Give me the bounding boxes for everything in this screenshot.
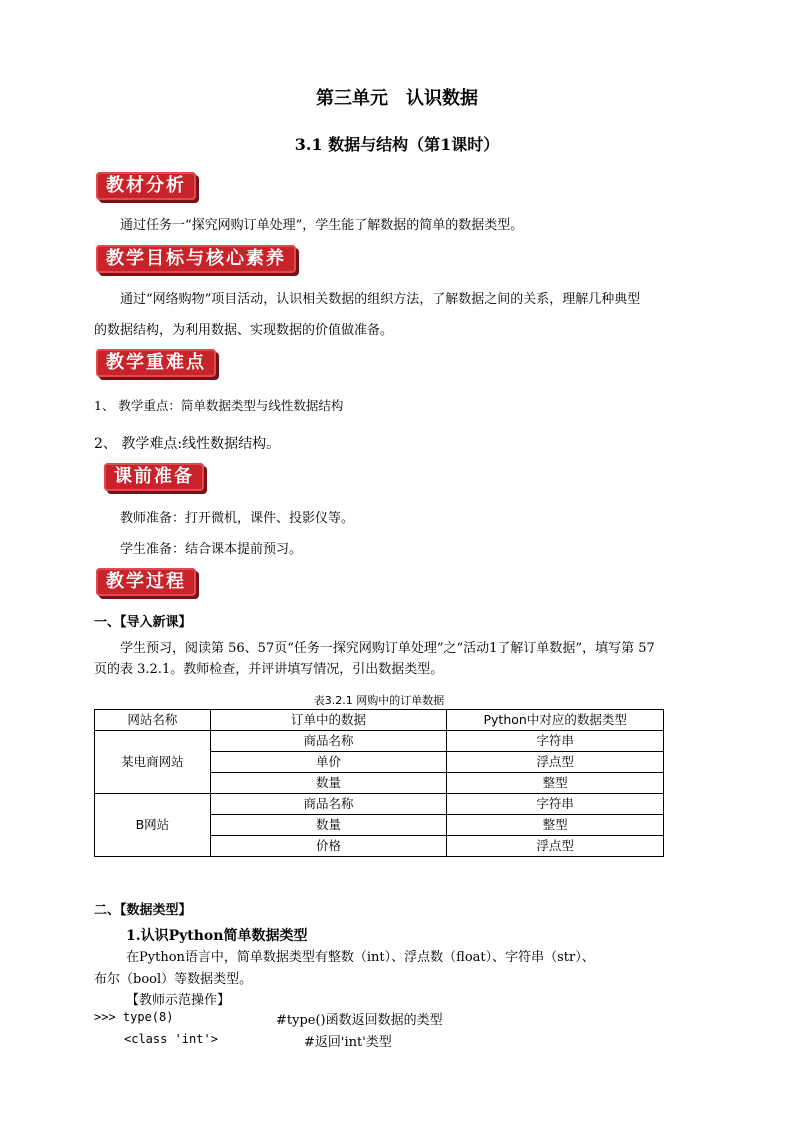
table-header-row	[95, 710, 664, 731]
datatypes-heading: 二、【数据类型】	[94, 903, 192, 918]
table-cell: 浮点型	[447, 836, 664, 857]
intro-text-line1: 学生预习，阅读第 56、57页“任务一探究网购订单处理”之“活动1了解订单数据”，填写第 57	[120, 641, 655, 656]
table-header-cell: Python中对应的数据类型	[447, 710, 664, 731]
table-cell: 商品名称	[210, 731, 447, 752]
table-caption: 表3.2.1 网购中的订单数据	[313, 694, 445, 707]
datatypes-subheading: 1.认识Python简单数据类型	[126, 928, 308, 944]
table-header-cell: 订单中的数据	[210, 710, 447, 731]
demo-label: 【教师示范操作】	[126, 993, 231, 1008]
table-row	[95, 731, 664, 752]
table-row	[95, 794, 664, 815]
code-comment-2: #返回'int'类型	[304, 1035, 392, 1050]
keypoint-item-1: 1、 教学重点：简单数据类型与线性数据结构	[94, 398, 344, 413]
table-cell: 价格	[210, 836, 447, 857]
section-badge-goals: 教学目标与核心素养	[96, 245, 296, 273]
intro-heading: 一、【导入新课】	[94, 615, 192, 630]
table-cell: 商品名称	[210, 794, 447, 815]
code-line-2: <class 'int'>	[124, 1032, 218, 1046]
order-data-table	[94, 709, 664, 857]
table-cell: 数量	[210, 773, 447, 794]
code-line-1: >>> type(8)	[94, 1010, 174, 1024]
table-site-cell: B网站	[95, 794, 211, 857]
table-cell: 字符串	[447, 731, 664, 752]
prep-student: 学生准备：结合课本提前预习。	[120, 542, 303, 557]
table-cell: 浮点型	[447, 752, 664, 773]
unit-title: 第三单元 认识数据	[316, 88, 478, 109]
keypoint-item-2: 2、 教学难点:线性数据结构。	[94, 436, 281, 452]
section-badge-keypoints: 教学重难点	[96, 349, 216, 377]
goals-text-line1: 通过“网络购物”项目活动，认识相关数据的组织方法，了解数据之间的关系，理解几种典型	[120, 292, 641, 307]
datatypes-text-line2: 布尔（bool）等数据类型。	[94, 972, 253, 987]
code-comment-1: #type()函数返回数据的类型	[276, 1013, 443, 1028]
table-cell: 数量	[210, 815, 447, 836]
section-badge-process: 教学过程	[96, 568, 196, 596]
section-badge-analysis: 教材分析	[96, 172, 196, 200]
goals-text-line2: 的数据结构，为利用数据、实现数据的价值做准备。	[94, 323, 394, 338]
datatypes-text-line1: 在Python语言中，简单数据类型有整数（int）、浮点数（float）、字符串（str）、	[126, 950, 595, 965]
prep-teacher: 教师准备：打开微机，课件、投影仪等。	[120, 511, 355, 526]
table-cell: 整型	[447, 773, 664, 794]
lesson-title: 3.1 数据与结构（第1课时）	[294, 135, 500, 154]
table-header-cell: 网站名称	[95, 710, 211, 731]
table-cell: 整型	[447, 815, 664, 836]
intro-text-line2: 页的表 3.2.1。教师检查，并评讲填写情况，引出数据类型。	[94, 662, 444, 677]
analysis-text: 通过任务一“探究网购订单处理”，学生能了解数据的简单的数据类型。	[120, 218, 524, 233]
table-cell: 字符串	[447, 794, 664, 815]
section-badge-prep: 课前准备	[104, 463, 204, 491]
table-cell: 单价	[210, 752, 447, 773]
table-site-cell: 某电商网站	[95, 731, 211, 794]
